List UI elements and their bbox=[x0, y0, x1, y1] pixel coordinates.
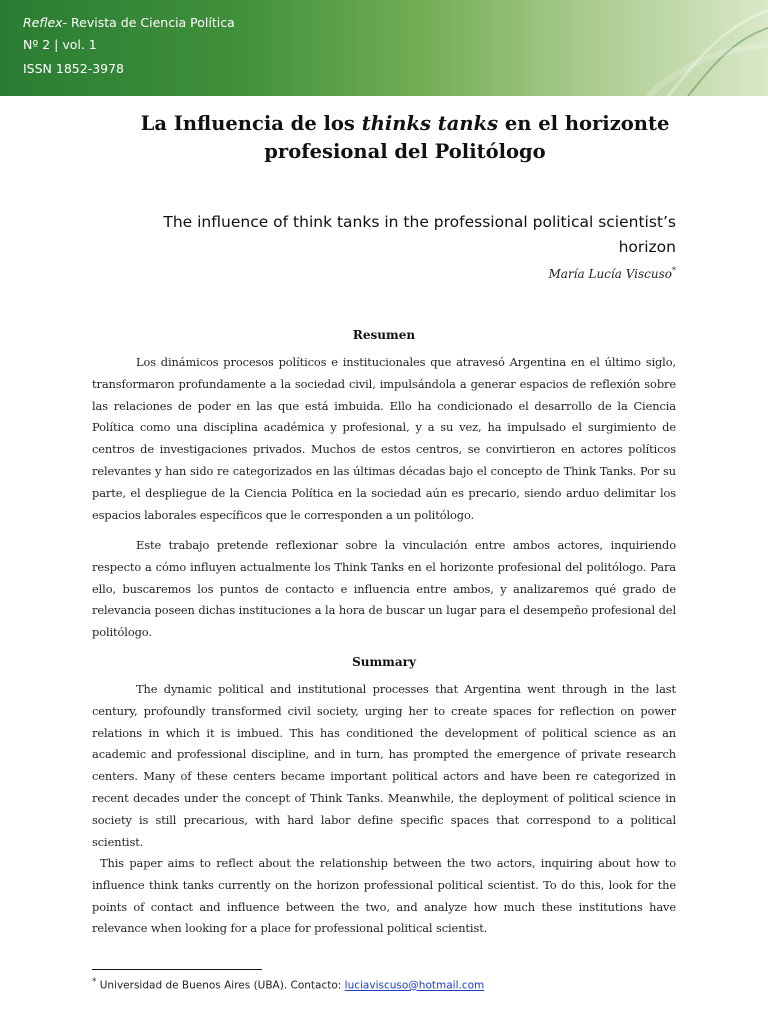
author-footnote-marker: * bbox=[672, 266, 676, 275]
resumen-paragraph-2: Este trabajo pretende reflexionar sobre la vinculación entre ambos actores, inquiriendo respecto a cómo influyen actualmente los Think Tanks en el horizonte profesional del politólogo. Para ello, buscaremos los puntos de contacto e influencia entre ambos, y analizaremos qué grado de relevancia poseen dichas instituciones a la hora de buscar un lugar para el desempeño profesional del politólogo. bbox=[92, 538, 676, 640]
summary-paragraph-2: This paper aims to reflect about the relationship between the two actors, inquiring about how to influence think tanks currently on the horizon professional political scientist. To do this, look for the points of contact and influence between the two, and analyze how much these institutions have relevance when looking for a place for professional political scientist. bbox=[92, 856, 676, 936]
footnote-text: Universidad de Buenos Aires (UBA). Contacto: bbox=[96, 979, 345, 992]
journal-subtitle: Revista de Ciencia Política bbox=[71, 15, 235, 30]
footnote-divider bbox=[92, 969, 262, 970]
title-part-2: en el horizonte profesional del Politólogo bbox=[264, 112, 670, 163]
journal-header-banner bbox=[0, 0, 768, 96]
journal-name: Reflex- bbox=[23, 15, 68, 30]
summary-heading: Summary bbox=[352, 655, 416, 669]
author bbox=[549, 266, 677, 281]
contact-email-link[interactable]: luciaviscuso@hotmail.com bbox=[344, 979, 485, 992]
author-name: María Lucía Viscuso bbox=[548, 267, 672, 281]
footnote-marker: * bbox=[92, 977, 97, 987]
english-title: The influence of think tanks in the professional political scientist’s horizon bbox=[163, 213, 676, 256]
title-italic-part: thinks tanks bbox=[361, 112, 499, 135]
issn: ISSN 1852-3978 bbox=[23, 61, 125, 76]
resumen-heading: Resumen bbox=[352, 328, 416, 342]
resumen-paragraph-1: Los dinámicos procesos políticos e institucionales que atravesó Argentina en el último siglo, transformaron profundamente a la sociedad civil, impulsándola a generar espacios de reflexión sobre las relaciones de poder en las que está imbuida. Ello ha condicionado el desarrollo de la Ciencia Política como una disciplina académica y profesional, y a su vez, ha impulsado el surgimiento de centros de investigaciones privados. Muchos de estos centros, se convirtieron en actores políticos relevantes y han sido re categorizados en las últimas décadas bajo el concepto de Think Tanks. Por su parte, el despliegue de la Ciencia Política en la sociedad aún es precario, siendo arduo delimitar los espacios laborales específicos que le corresponden a un politólogo. bbox=[92, 355, 676, 522]
footnote bbox=[92, 977, 484, 992]
title-part-1: La Influencia de los bbox=[140, 112, 362, 135]
issue-info: Nº 2 | vol. 1 bbox=[23, 37, 97, 52]
journal-name-line bbox=[23, 12, 235, 34]
summary-paragraph-1: The dynamic political and institutional processes that Argentina went through in the last century, profoundly transformed civil society, urging her to create spaces for reflection on power relations in which it is imbued. This has conditioned the development of political science as an academic and professional discipline, and in turn, has prompted the emergence of private research centers. Many of these centers became important political actors and have been re categorized in recent decades under the concept of Think Tanks. Meanwhile, the deployment of political science in society is still precarious, with hard labor define specific spaces that correspond to a political scientist. bbox=[92, 682, 676, 849]
decorative-swirl bbox=[608, 0, 768, 96]
paper-title bbox=[120, 110, 690, 166]
